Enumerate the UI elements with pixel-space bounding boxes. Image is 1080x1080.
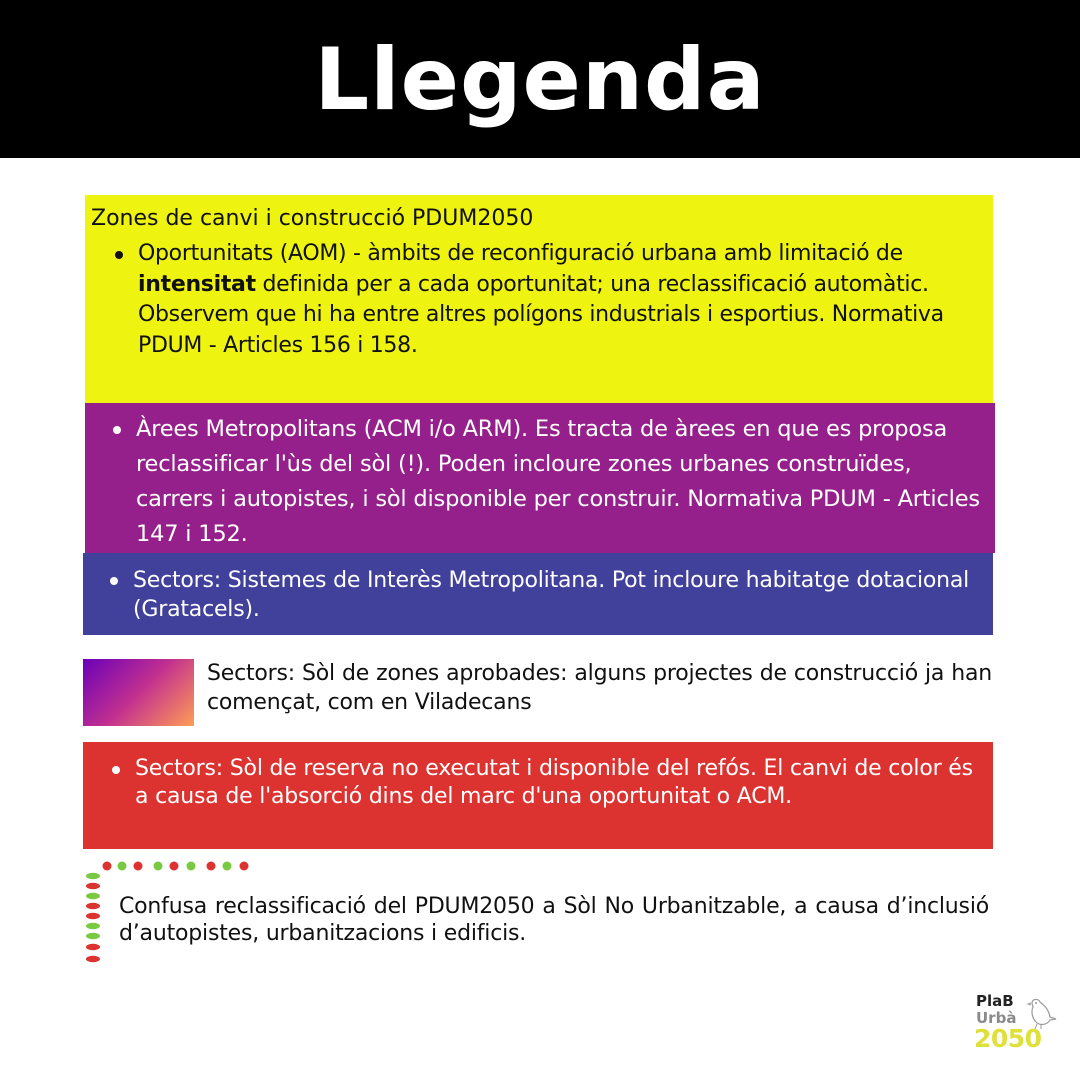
page-title: Llegenda <box>314 30 766 130</box>
bold-keyword: intensitat <box>138 271 256 297</box>
gradient-color-swatch <box>83 659 194 726</box>
header-bar <box>0 0 1080 158</box>
logo-line-1: PlaB <box>976 992 1014 1010</box>
legend-section-title: Zones de canvi i construcció PDUM2050 <box>91 206 534 231</box>
legend-item-text: Àrees Metropolitans (ACM i/o ARM). Es tracta de àrees en que es proposa reclassificar l'ùs del sòl (!). Poden incloure zones urbanes construïdes, carrers i autopistes, i sòl disponible per construir. Normativa PDUM - Articles 147 i 152. <box>136 412 992 552</box>
legend-item-metropolitan-systems <box>83 553 993 635</box>
logo-line-2: Urbà <box>976 1009 1017 1027</box>
legend-item-approved-zones: Sectors: Sòl de zones aprobades: alguns projectes de construcció ja han començat, com en Viladecans <box>207 661 992 715</box>
plab-urba-2050-logo <box>972 992 1062 1058</box>
dotted-line-vertical <box>84 872 102 964</box>
legend-item-non-urban-land: Confusa reclassificació del PDUM2050 a Sòl No Urbanitzable, a causa d’inclusió d’autopistes, urbanitzacions i edificis. <box>119 894 989 946</box>
legend-item-reserve-land <box>83 742 993 849</box>
legend-item-text: Sectors: Sòl de reserva no executat i disponible del refós. El canvi de color és a causa de l'absorció dins del marc d'una oportunitat o ACM. <box>135 755 985 811</box>
legend-item-text: Sectors: Sistemes de Interès Metropolitana. Pot incloure habitatge dotacional (Gratacels). <box>133 566 983 624</box>
legend-item-text: Oportunitats (AOM) - àmbits de reconfiguració urbana amb limitació de intensitat definida per a cada oportunitat; una reclassificació automàtic. Observem que hi ha entre altres polígons industrials i esportius. Normativa PDUM - Articles 156 i 158. <box>138 239 978 361</box>
legend-item-opportunities <box>85 195 993 403</box>
logo-line-3: 2050 <box>974 1024 1042 1053</box>
legend-item-metropolitan-areas <box>85 403 995 553</box>
bird-icon <box>1022 995 1060 1031</box>
dotted-line-horizontal <box>102 861 262 871</box>
